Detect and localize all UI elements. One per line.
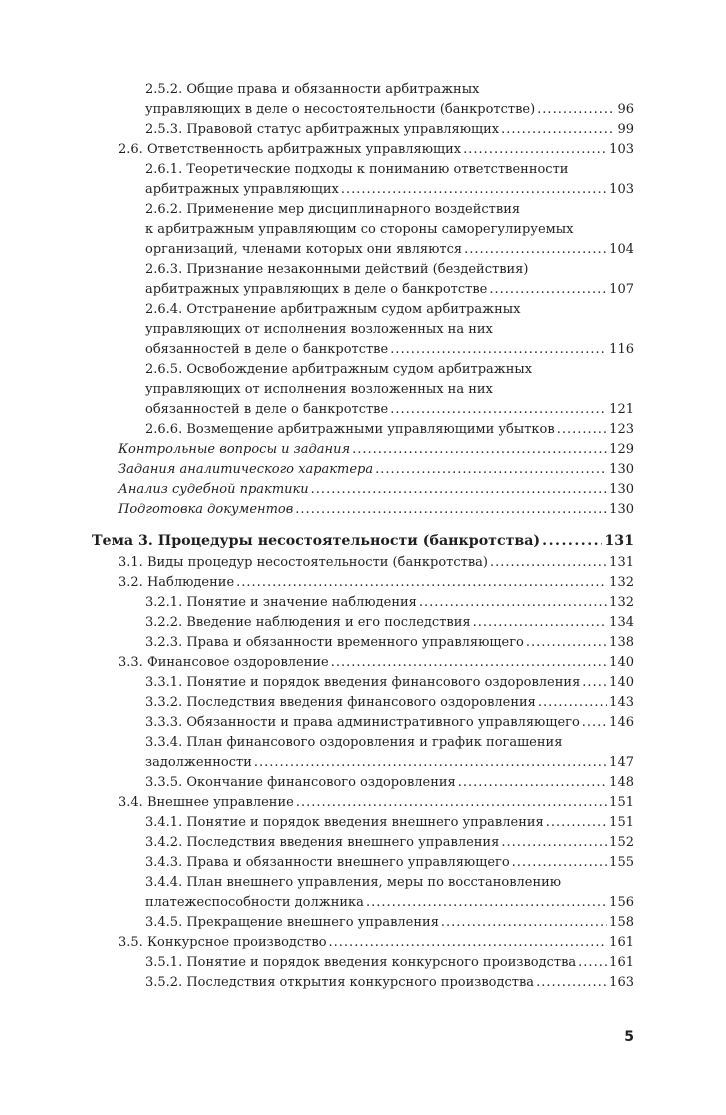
dot-leader	[537, 100, 615, 120]
toc-entry	[0, 693, 726, 713]
toc-entry	[0, 633, 726, 653]
dot-leader	[463, 140, 607, 160]
toc-entry	[0, 593, 726, 613]
dot-leader	[536, 973, 607, 993]
toc-page-number: 151	[609, 815, 634, 830]
toc-entry	[0, 360, 726, 420]
dot-leader	[546, 813, 607, 833]
toc-entry	[0, 813, 726, 833]
toc-entry-title: 3.2.2. Введение наблюдения и его последствия	[145, 615, 471, 630]
toc-entry	[0, 440, 726, 460]
toc-entry-title: 2.6.5. Освобождение арбитражным судом арбитражных	[145, 362, 533, 377]
toc-page-number: 151	[609, 795, 634, 810]
toc-page-number: 140	[609, 675, 634, 690]
toc-entry-title: 3.2.1. Понятие и значение наблюдения	[145, 595, 417, 610]
toc-page-number: 134	[609, 615, 634, 630]
toc-entry-title: управляющих в деле о несостоятельности (банкротстве)	[145, 102, 536, 117]
toc-page-number: 121	[609, 402, 634, 417]
toc-entry	[0, 553, 726, 573]
toc-entry	[0, 500, 726, 520]
toc-entry-title: 3.4.4. План внешнего управления, меры по восстановлению	[145, 875, 562, 890]
dot-leader	[390, 400, 607, 420]
toc-entry	[0, 953, 726, 973]
toc-entry-title: 3.3.5. Окончание финансового оздоровления	[145, 775, 456, 790]
toc-page-number: 96	[617, 102, 634, 117]
dot-leader	[366, 893, 607, 913]
toc-entry	[0, 673, 726, 693]
toc-entry	[0, 773, 726, 793]
toc-entry-title: 3.4.5. Прекращение внешнего управления	[145, 915, 439, 930]
toc-entry	[0, 733, 726, 773]
toc-entry	[0, 260, 726, 300]
toc-entry-title: 3.5. Конкурсное производство	[118, 935, 327, 950]
toc-page-number: 147	[609, 755, 634, 770]
toc-page-number: 116	[609, 342, 634, 357]
toc-entry-title: Задания аналитического характера	[118, 462, 374, 477]
dot-leader	[341, 180, 607, 200]
toc-page-number: 103	[609, 182, 634, 197]
toc-page-number: 130	[609, 462, 634, 477]
toc-entry-title: обязанностей в деле о банкротстве	[145, 402, 389, 417]
dot-leader	[419, 593, 607, 613]
table-of-contents	[0, 80, 726, 993]
toc-entry	[0, 793, 726, 813]
toc-entry	[0, 973, 726, 993]
toc-entry-title: 3.3.1. Понятие и порядок введения финансового оздоровления	[145, 675, 581, 690]
toc-entry	[0, 853, 726, 873]
dot-leader	[352, 440, 607, 460]
dot-leader	[311, 480, 608, 500]
toc-entry-title: к арбитражным управляющим со стороны саморегулируемых	[145, 222, 574, 237]
toc-page-number: 155	[609, 855, 634, 870]
toc-entry-title: платежеспособности должника	[145, 895, 364, 910]
dot-leader	[296, 793, 607, 813]
dot-leader	[458, 773, 607, 793]
toc-page-number: 161	[609, 935, 634, 950]
toc-entry-title: 2.5.2. Общие права и обязанности арбитражных	[145, 82, 480, 97]
dot-leader	[582, 713, 607, 733]
dot-leader	[331, 653, 607, 673]
dot-leader	[473, 613, 608, 633]
dot-leader	[254, 753, 607, 773]
toc-entry-title: Тема 3. Процедуры несостоятельности (банкротства)	[92, 533, 541, 549]
dot-leader	[512, 853, 608, 873]
toc-entry-title: 3.3.4. План финансового оздоровления и график погашения	[145, 735, 563, 750]
toc-entry-title: Контрольные вопросы и задания	[118, 442, 351, 457]
toc-entry-title: 3.2.3. Права и обязанности временного управляющего	[145, 635, 524, 650]
toc-entry	[0, 200, 726, 260]
toc-page-number: 156	[609, 895, 634, 910]
toc-entry-title: арбитражных управляющих	[145, 182, 339, 197]
toc-entry	[0, 480, 726, 500]
dot-leader	[582, 673, 607, 693]
dot-leader	[295, 500, 607, 520]
toc-page-number: 143	[609, 695, 634, 710]
toc-page-number: 148	[609, 775, 634, 790]
dot-leader	[489, 280, 607, 300]
dot-leader	[236, 573, 607, 593]
toc-entry-title: управляющих от исполнения возложенных на них	[145, 382, 493, 397]
toc-entry-title: 3.3.2. Последствия введения финансового оздоровления	[145, 695, 536, 710]
toc-entry	[0, 653, 726, 673]
dot-leader	[329, 933, 608, 953]
toc-page-number: 130	[609, 502, 634, 517]
toc-entry	[0, 913, 726, 933]
toc-entry-title: 3.4.2. Последствия введения внешнего управления	[145, 835, 500, 850]
toc-entry-title: 2.6.4. Отстранение арбитражным судом арбитражных	[145, 302, 521, 317]
toc-entry-title: управляющих от исполнения возложенных на них	[145, 322, 493, 337]
dot-leader	[538, 693, 607, 713]
dot-leader	[578, 953, 607, 973]
toc-entry-title: задолженности	[145, 755, 252, 770]
toc-entry-title: 3.1. Виды процедур несостоятельности (банкротства)	[118, 555, 488, 570]
dot-leader	[501, 833, 607, 853]
toc-page-number: 140	[609, 655, 634, 670]
toc-entry-title: 3.3. Финансовое оздоровление	[118, 655, 329, 670]
toc-entry-title: организаций, членами которых они являются	[145, 242, 463, 257]
toc-entry-title: 2.6. Ответственность арбитражных управляющих	[118, 142, 462, 157]
toc-page-number: 130	[609, 482, 634, 497]
toc-entry	[0, 420, 726, 440]
dot-leader	[390, 340, 607, 360]
toc-page-number: 132	[609, 575, 634, 590]
toc-page-number: 152	[609, 835, 634, 850]
toc-entry-title: 2.6.2. Применение мер дисциплинарного воздействия	[145, 202, 521, 217]
toc-entry	[0, 140, 726, 160]
toc-page-number: 99	[617, 122, 634, 137]
toc-page-number: 103	[609, 142, 634, 157]
dot-leader	[464, 240, 607, 260]
dot-leader	[542, 530, 602, 552]
toc-entry	[0, 833, 726, 853]
toc-entry-title: обязанностей в деле о банкротстве	[145, 342, 389, 357]
dot-leader	[526, 633, 607, 653]
toc-entry-title: 3.5.1. Понятие и порядок введения конкурсного производства	[145, 955, 577, 970]
toc-entry-title: 3.5.2. Последствия открытия конкурсного производства	[145, 975, 535, 990]
toc-entry-title: 2.6.1. Теоретические подходы к пониманию ответственности	[145, 162, 569, 177]
toc-section-heading	[0, 530, 726, 552]
toc-page-number: 132	[609, 595, 634, 610]
toc-page-number: 107	[609, 282, 634, 297]
toc-entry-title: Анализ судебной практики	[118, 482, 309, 497]
toc-entry-title: 2.5.3. Правовой статус арбитражных управляющих	[145, 122, 500, 137]
toc-page-number: 123	[609, 422, 634, 437]
toc-page-number: 161	[609, 955, 634, 970]
dot-leader	[557, 420, 607, 440]
dot-leader	[441, 913, 607, 933]
toc-entry	[0, 80, 726, 120]
toc-page-number: 129	[609, 442, 634, 457]
toc-entry-title: 3.4.1. Понятие и порядок введения внешнего управления	[145, 815, 544, 830]
toc-page-number: 158	[609, 915, 634, 930]
toc-page-number: 146	[609, 715, 634, 730]
toc-page-number: 131	[609, 555, 634, 570]
dot-leader	[501, 120, 615, 140]
toc-page-number: 163	[609, 975, 634, 990]
toc-entry-title: 3.4.3. Права и обязанности внешнего управляющего	[145, 855, 510, 870]
page-number: 5	[624, 1029, 634, 1045]
toc-entry-title: 3.2. Наблюдение	[118, 575, 235, 590]
toc-entry	[0, 933, 726, 953]
toc-entry	[0, 613, 726, 633]
toc-entry-title: Подготовка документов	[118, 502, 294, 517]
toc-entry-title: 3.3.3. Обязанности и права административного управляющего	[145, 715, 580, 730]
toc-page-number: 104	[609, 242, 634, 257]
toc-entry-title: арбитражных управляющих в деле о банкротстве	[145, 282, 488, 297]
toc-entry	[0, 713, 726, 733]
dot-leader	[490, 553, 607, 573]
toc-entry	[0, 120, 726, 140]
toc-entry-title: 2.6.6. Возмещение арбитражными управляющими убытков	[145, 422, 555, 437]
dot-leader	[375, 460, 607, 480]
toc-entry	[0, 300, 726, 360]
toc-entry	[0, 873, 726, 913]
toc-entry-title: 3.4. Внешнее управление	[118, 795, 294, 810]
toc-page-number: 131	[604, 533, 634, 549]
toc-entry	[0, 160, 726, 200]
toc-entry	[0, 460, 726, 480]
toc-page-number: 138	[609, 635, 634, 650]
toc-entry	[0, 573, 726, 593]
toc-entry-title: 2.6.3. Признание незаконными действий (бездействия)	[145, 262, 529, 277]
